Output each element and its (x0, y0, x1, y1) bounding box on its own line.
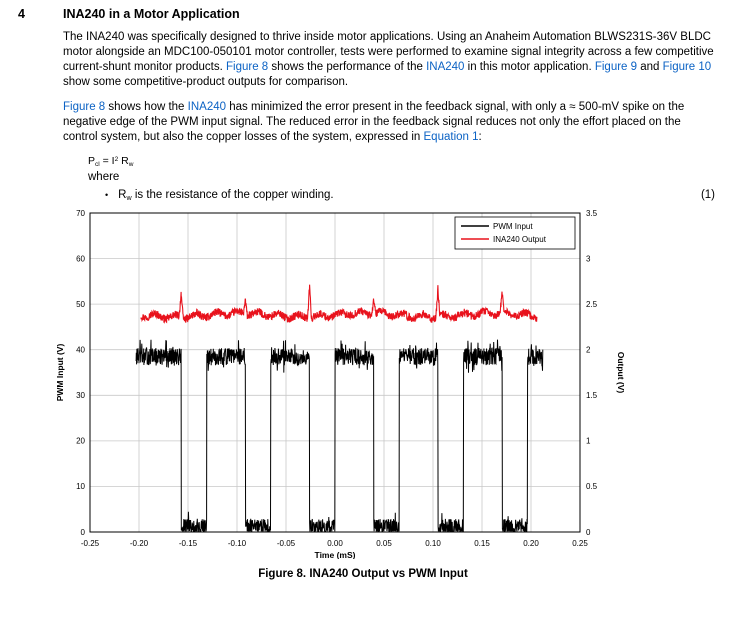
y-right-tick-label: 1.5 (586, 391, 598, 401)
text-link[interactable]: INA240 (187, 101, 227, 113)
legend-label: INA240 Output (493, 234, 546, 244)
y-left-tick-label: 70 (76, 208, 85, 218)
text-link[interactable]: Figure 8 (226, 61, 269, 73)
y-right-axis-title: Output (V) (616, 351, 626, 394)
body-column (55, 30, 715, 580)
y-right-tick-label: 0 (586, 527, 591, 537)
section-title: INA240 in a Motor Application (63, 7, 240, 21)
figure-8-block (53, 207, 673, 580)
x-tick-label: -0.20 (129, 539, 149, 548)
y-right-tick-label: 0.5 (586, 482, 598, 492)
text-link[interactable]: Figure 10 (662, 61, 712, 73)
x-tick-label: -0.10 (227, 539, 247, 548)
y-left-tick-label: 40 (76, 345, 85, 355)
x-tick-label: 0.10 (425, 539, 441, 548)
where-label: where (88, 171, 120, 183)
section-heading (18, 7, 715, 21)
equation-1: $P_{cl} = I^2$ $R_w$ (88, 155, 134, 168)
y-left-axis-title: PWM Input (V) (55, 343, 65, 402)
section-number: 4 (18, 7, 25, 21)
y-left-tick-label: 0 (80, 527, 85, 537)
equation-number: (1) (700, 189, 715, 201)
y-left-tick-label: 60 (76, 254, 85, 264)
x-tick-label: 0.00 (327, 539, 343, 548)
legend-label: PWM Input (493, 221, 533, 231)
x-tick-label: -0.25 (80, 539, 100, 548)
paragraph-2: Figure 8 shows how the INA240 has minimized the error present in the feedback signal, with only a ≈ 500-mV spike on the negative edge of the PWM input signal. The reduced error in the feedback signal reduces not only the effort placed on the control system, but also the copper losses of the system, expressed in Equation 1: (63, 101, 685, 143)
y-right-tick-label: 1 (586, 436, 591, 446)
text-link[interactable]: Figure 8 (63, 101, 106, 113)
y-left-tick-label: 10 (76, 482, 85, 492)
x-tick-label: 0.25 (572, 539, 588, 548)
y-right-tick-label: 2.5 (586, 299, 598, 309)
bullet-row (105, 189, 715, 201)
x-tick-label: -0.15 (178, 539, 198, 548)
x-axis-title: Time (mS) (314, 550, 356, 559)
text-link[interactable]: INA240 (426, 61, 465, 73)
y-left-tick-label: 20 (76, 436, 85, 446)
y-right-tick-label: 2 (586, 345, 591, 355)
x-tick-label: 0.15 (474, 539, 490, 548)
figure-8-chart (53, 207, 673, 559)
y-left-tick-label: 50 (76, 299, 85, 309)
x-tick-label: 0.05 (376, 539, 392, 548)
x-tick-label: -0.05 (276, 539, 296, 548)
text-link[interactable]: Equation 1 (423, 131, 479, 143)
y-left-tick-label: 30 (76, 391, 85, 401)
bullet-icon: • (105, 190, 109, 200)
paragraph-1: The INA240 was specifically designed to thrive inside motor applications. Using an Anaheim Automation BLWS231S-36V BLDC motor alongside an MDC100-050101 motor controller, tests were performed to examine signal integrity across a few competitive current-shunt monitor products. Figure 8 shows the performance of the INA240 in this motor application. Figure 9 and Figure 10 show some competitive-product outputs for comparison. (63, 31, 714, 88)
y-right-tick-label: 3 (586, 254, 591, 264)
y-right-tick-label: 3.5 (586, 208, 598, 218)
text-link[interactable]: Figure 9 (594, 61, 638, 73)
x-tick-label: 0.20 (523, 539, 539, 548)
bullet-text: $R_w$ is the resistance of the copper winding. (118, 189, 334, 202)
figure-caption: Figure 8. INA240 Output vs PWM Input (258, 568, 468, 580)
